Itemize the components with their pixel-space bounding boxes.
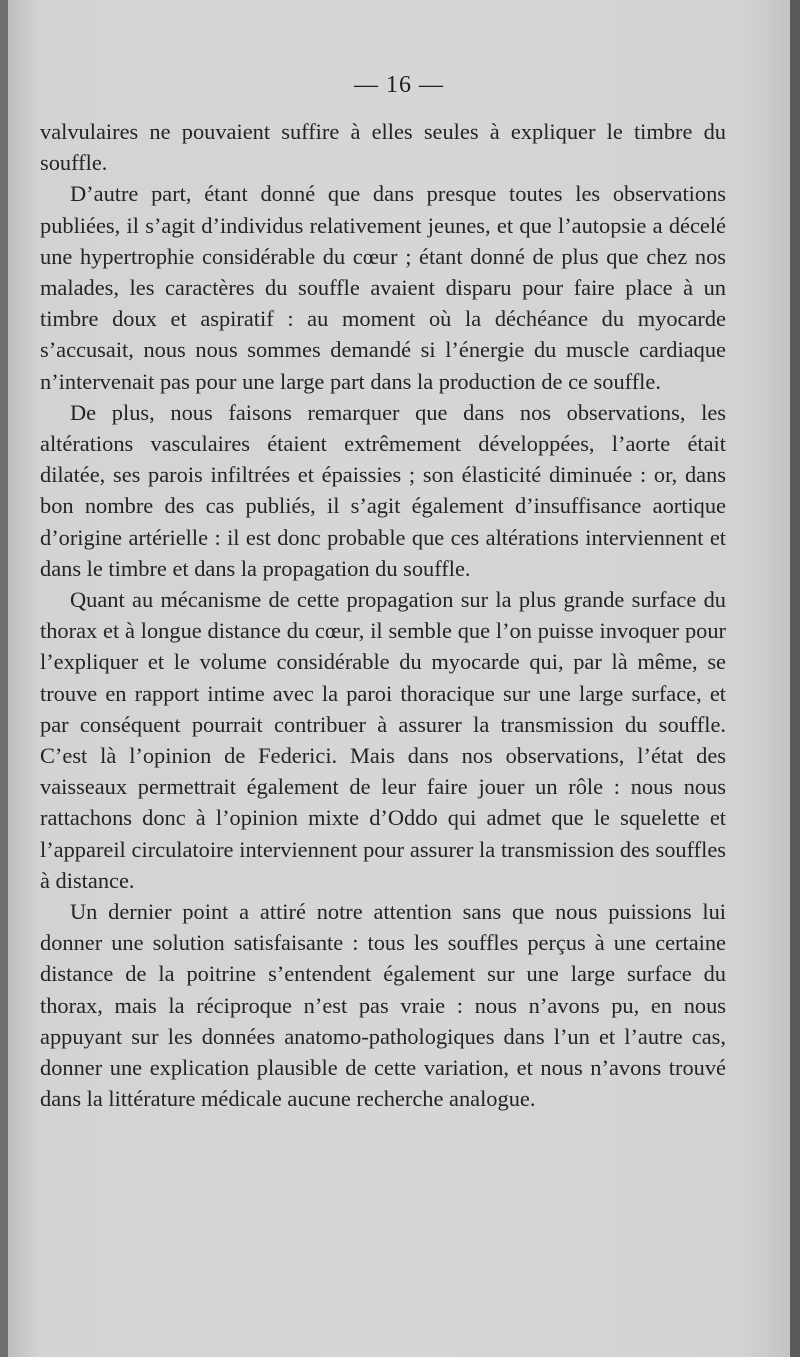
paragraph: Un dernier point a attiré notre attention sans que nous puissions lui donner une solution satisfaisante : tous les souffles perçus à une certaine distance de la poitrine s’entendent également sur une large surface du thorax, mais la réciproque n’est pas vraie : nous n’avons pu, en nous appuyant sur les données anatomo-pathologiques dans l’un et l’autre cas, donner une explication plausible de cette variation, et nous n’avons trouvé dans la littérature médicale aucune recherche analogue. xyxy=(40,899,726,1112)
page-number: — 16 — xyxy=(354,72,444,98)
book-page xyxy=(8,0,790,1357)
paragraph: valvulaires ne pouvaient suffire à elles seules à expliquer le timbre du souffle. xyxy=(40,119,726,176)
paragraph: D’autre part, étant donné que dans presque toutes les observations publiées, il s’agit d’individus relativement jeunes, et que l’autopsie a décelé une hypertrophie considérable du cœur ; étant donné de plus que chez nos malades, les caractères du souffle avaient disparu pour faire place à un timbre doux et aspiratif : au moment où la déchéance du myocarde s’accusait, nous nous sommes demandé si l’énergie du muscle cardiaque n’intervenait pas pour une large part dans la production de ce souffle. xyxy=(40,181,726,394)
body-text xyxy=(40,116,726,1115)
paragraph: Quant au mécanisme de cette propagation sur la plus grande surface du thorax et à longue distance du cœur, il semble que l’on puisse invoquer pour l’expliquer et le volume considérable du myocarde qui, par là même, se trouve en rapport intime avec la paroi thoracique sur une large surface, et par conséquent pourrait contribuer à assurer la transmission du souffle. C’est là l’opinion de Federici. Mais dans nos observations, l’état des vaisseaux permettrait également de leur faire jouer un rôle : nous nous rattachons donc à l’opinion mixte d’Oddo qui admet que le squelette et l’appareil circulatoire interviennent pour assurer la transmission des souffles à distance. xyxy=(40,587,726,893)
page-edge-shadow xyxy=(790,0,800,1357)
paragraph: De plus, nous faisons remarquer que dans nos observations, les altérations vasculaires étaient extrêmement développées, l’aorte était dilatée, ses parois infiltrées et épaissies ; son élasticité diminuée : or, dans bon nombre des cas publiés, il s’agit également d’insuffisance aortique d’origine artérielle : il est donc probable que ces altérations interviennent et dans le timbre et dans la propagation du souffle. xyxy=(40,399,726,581)
